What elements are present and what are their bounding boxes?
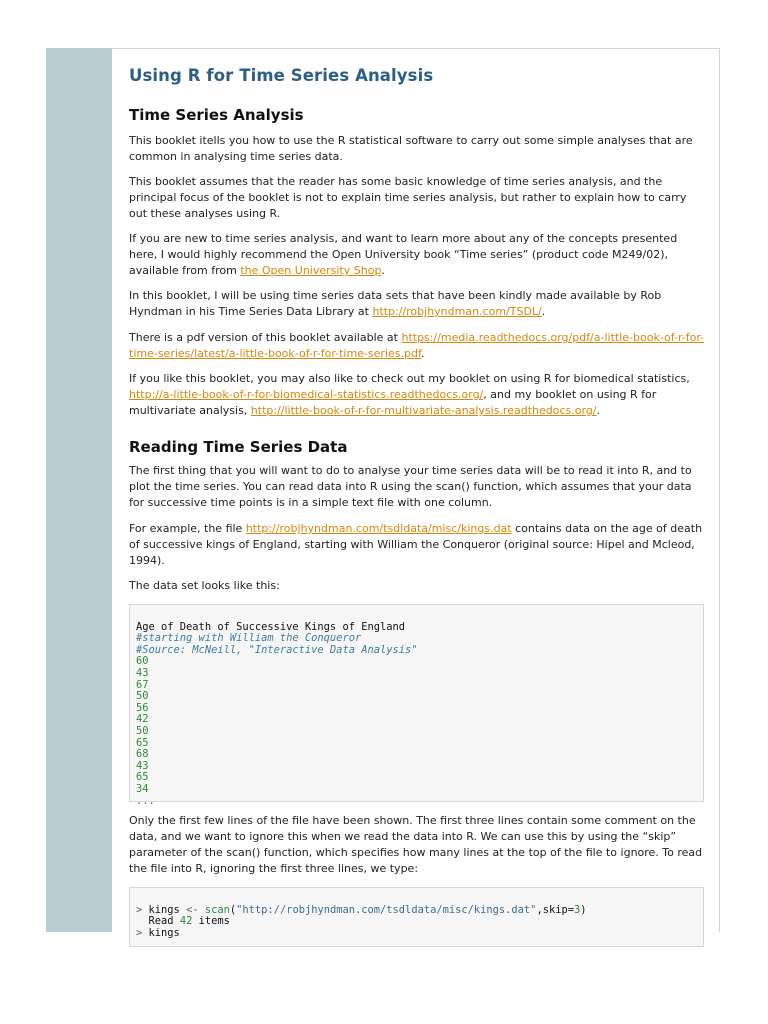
link-tsdl[interactable]: http://robjhyndman.com/TSDL/ (372, 305, 542, 318)
paragraph-kings-file: For example, the file http://robjhyndman.com/tsdldata/misc/kings.dat contains data on the age of death of successive kings of England, starting with William the Conqueror (original source: Hipel and Mcleod, 1994). (129, 522, 703, 567)
paragraph-assumptions: This booklet assumes that the reader has some basic knowledge of time series analysis, and the principal focus of the booklet is not to explain time series analysis, but rather to explain how to carry out these analyses using R. (129, 175, 687, 220)
paragraph-other-booklets: If you like this booklet, you may also like to check out my booklet on using R for biomedical statistics, http://a-little-book-of-r-for-biomedical-statistics.readthedocs.org/, and my booklet on using R for multivariate analysis, http://little-book-of-r-for-multivariate-analysis.readthedocs.org/. (129, 372, 690, 417)
document-body (112, 48, 720, 939)
code-comment-line: #Source: McNeill, "Interactive Data Analysis" (136, 643, 418, 656)
code-line-read-items: Read 42 items (148, 915, 230, 928)
code-value-line: 50 (136, 690, 149, 703)
sidebar (46, 48, 112, 932)
section-heading-time-series-analysis: Time Series Analysis (129, 106, 304, 124)
code-value-line: 65 (136, 736, 149, 749)
link-open-university-shop[interactable]: the Open University Shop (240, 264, 382, 277)
paragraph-intro: This booklet itells you how to use the R statistical software to carry out some simple analyses that are common in analysing time series data. (129, 134, 693, 163)
code-value-line: 56 (136, 701, 149, 714)
code-value-line: 60 (136, 655, 149, 668)
code-value-line: 43 (136, 666, 149, 679)
link-biomedical-booklet[interactable]: http://a-little-book-of-r-for-biomedical-statistics.readthedocs.org/ (129, 388, 484, 401)
code-value-line: 50 (136, 724, 149, 737)
code-value-line: 68 (136, 748, 149, 761)
code-line-scan: > kings <- scan("http://robjhyndman.com/tsdldata/misc/kings.dat",skip=3) (136, 903, 587, 916)
link-pdf-version[interactable]: https://media.readthedocs.org/pdf/a-little-book-of-r-for-time-series/latest/a-little-book-of-r-for-time-series.pdf (129, 331, 705, 360)
code-header-line: Age of Death of Successive Kings of England (136, 620, 405, 633)
link-multivariate-booklet[interactable]: http://little-book-of-r-for-multivariate-analysis.readthedocs.org/ (250, 404, 597, 417)
code-value-line: 42 (136, 713, 149, 726)
paragraph-tsdl: In this booklet, I will be using time series data sets that have been kindly made available by Rob Hyndman in his Time Series Data Library at http://robjhyndman.com/TSDL/. (129, 289, 662, 318)
paragraph-data-set: The data set looks like this: (129, 579, 280, 592)
page-title: Using R for Time Series Analysis (129, 66, 434, 85)
link-kings-dat[interactable]: http://robjhyndman.com/tsdldata/misc/kings.dat (245, 522, 512, 535)
code-value-line: 34 (136, 782, 149, 795)
code-line-kings: > kings (136, 926, 180, 939)
code-ellipsis: ... (136, 794, 155, 807)
code-block-kings-data (129, 604, 704, 807)
paragraph-reading-intro: The first thing that you will want to do to analyse your time series data will be to read it into R, and to plot the time series. You can read data into R using the scan() function, which assumes that your data for successive time points is in a simple text file with one column. (129, 464, 692, 509)
code-value-line: 43 (136, 759, 149, 772)
code-value-line: 65 (136, 771, 149, 784)
code-value-line: 67 (136, 678, 149, 691)
paragraph-pdf: There is a pdf version of this booklet available at https://media.readthedocs.org/pdf/a-little-book-of-r-for-time-series/latest/a-little-book-of-r-for-time-series.pdf. (129, 331, 705, 360)
section-heading-reading-data: Reading Time Series Data (129, 438, 348, 456)
paragraph-open-university: If you are new to time series analysis, and want to learn more about any of the concepts presented here, I would highly recommend the Open University book “Time series” (product code M249/02), available from from the Open University Shop. (129, 232, 678, 277)
paragraph-skip-parameter: Only the first few lines of the file have been shown. The first three lines contain some comment on the data, and we want to ignore this when we read the data into R. We can use this by using the “skip” parameter of the scan() function, which specifies how many lines at the top of the file to ignore. To read the file into R, ignoring the first three lines, we type: (129, 814, 703, 875)
code-comment-line: #starting with William the Conqueror (136, 632, 362, 645)
code-block-scan (129, 887, 704, 947)
